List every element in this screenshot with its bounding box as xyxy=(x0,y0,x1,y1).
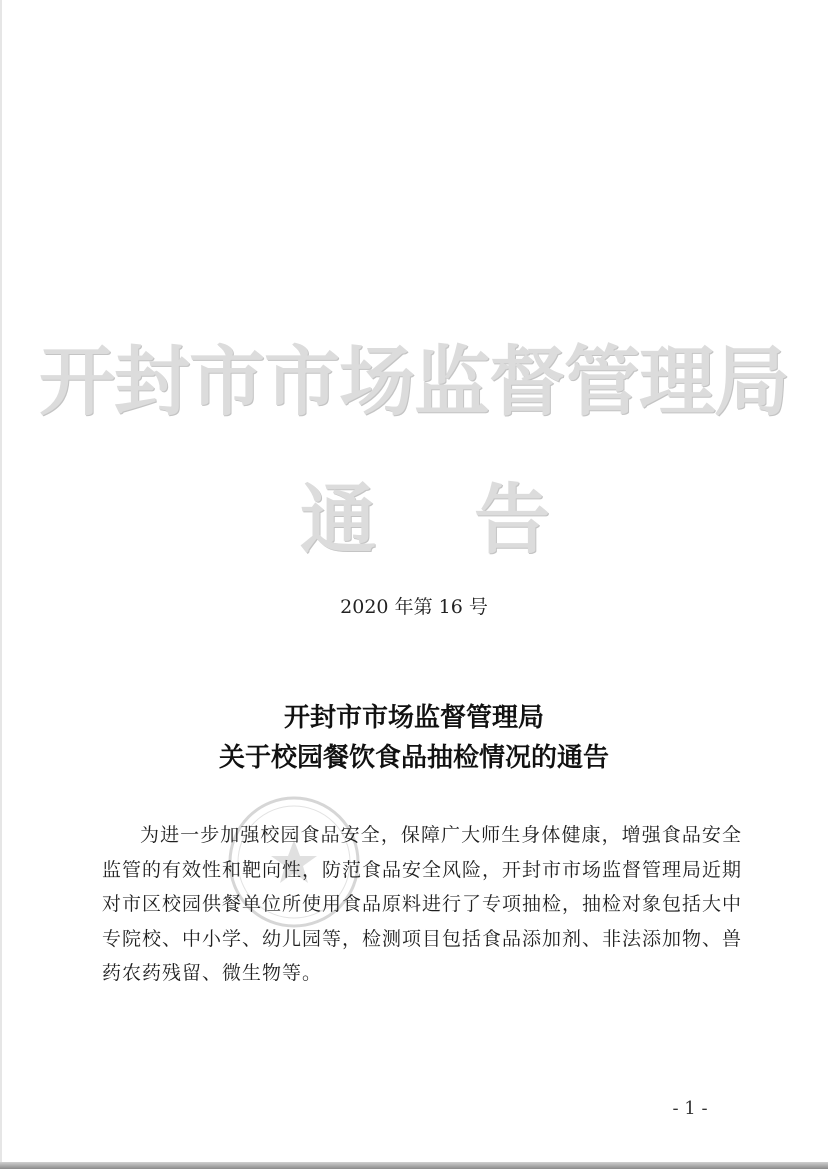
page-number: - 1 - xyxy=(672,1098,708,1119)
header-subtitle-char-2: 告 xyxy=(474,475,550,564)
page-left-edge xyxy=(0,0,2,1169)
document-number: 2020 年第 16 号 xyxy=(340,596,488,618)
document-title xyxy=(0,698,828,778)
document-title-line-1: 开封市市场监督管理局 xyxy=(283,703,544,733)
body-paragraph-1: 为进一步加强校园食品安全，保障广大师生身体健康，增强食品安全监管的有效性和靶向性，防范食品安全风险，开封市市场监督管理局近期对市区校园供餐单位所使用食品原料进行了专项抽检，抽检对象包括大中专院校、中小学、幼儿园等，检测项目包括食品添加剂、非法添加物、兽药农药残留、微生物等。 xyxy=(102,824,743,984)
page-bottom-edge xyxy=(0,1162,828,1169)
header-subtitle-char-1: 通 xyxy=(300,475,376,564)
header-subtitle xyxy=(300,470,550,570)
header-title: 开封市市场监督管理局 xyxy=(39,337,789,426)
document-title-line-2: 关于校园餐饮食品抽检情况的通告 xyxy=(218,743,609,773)
